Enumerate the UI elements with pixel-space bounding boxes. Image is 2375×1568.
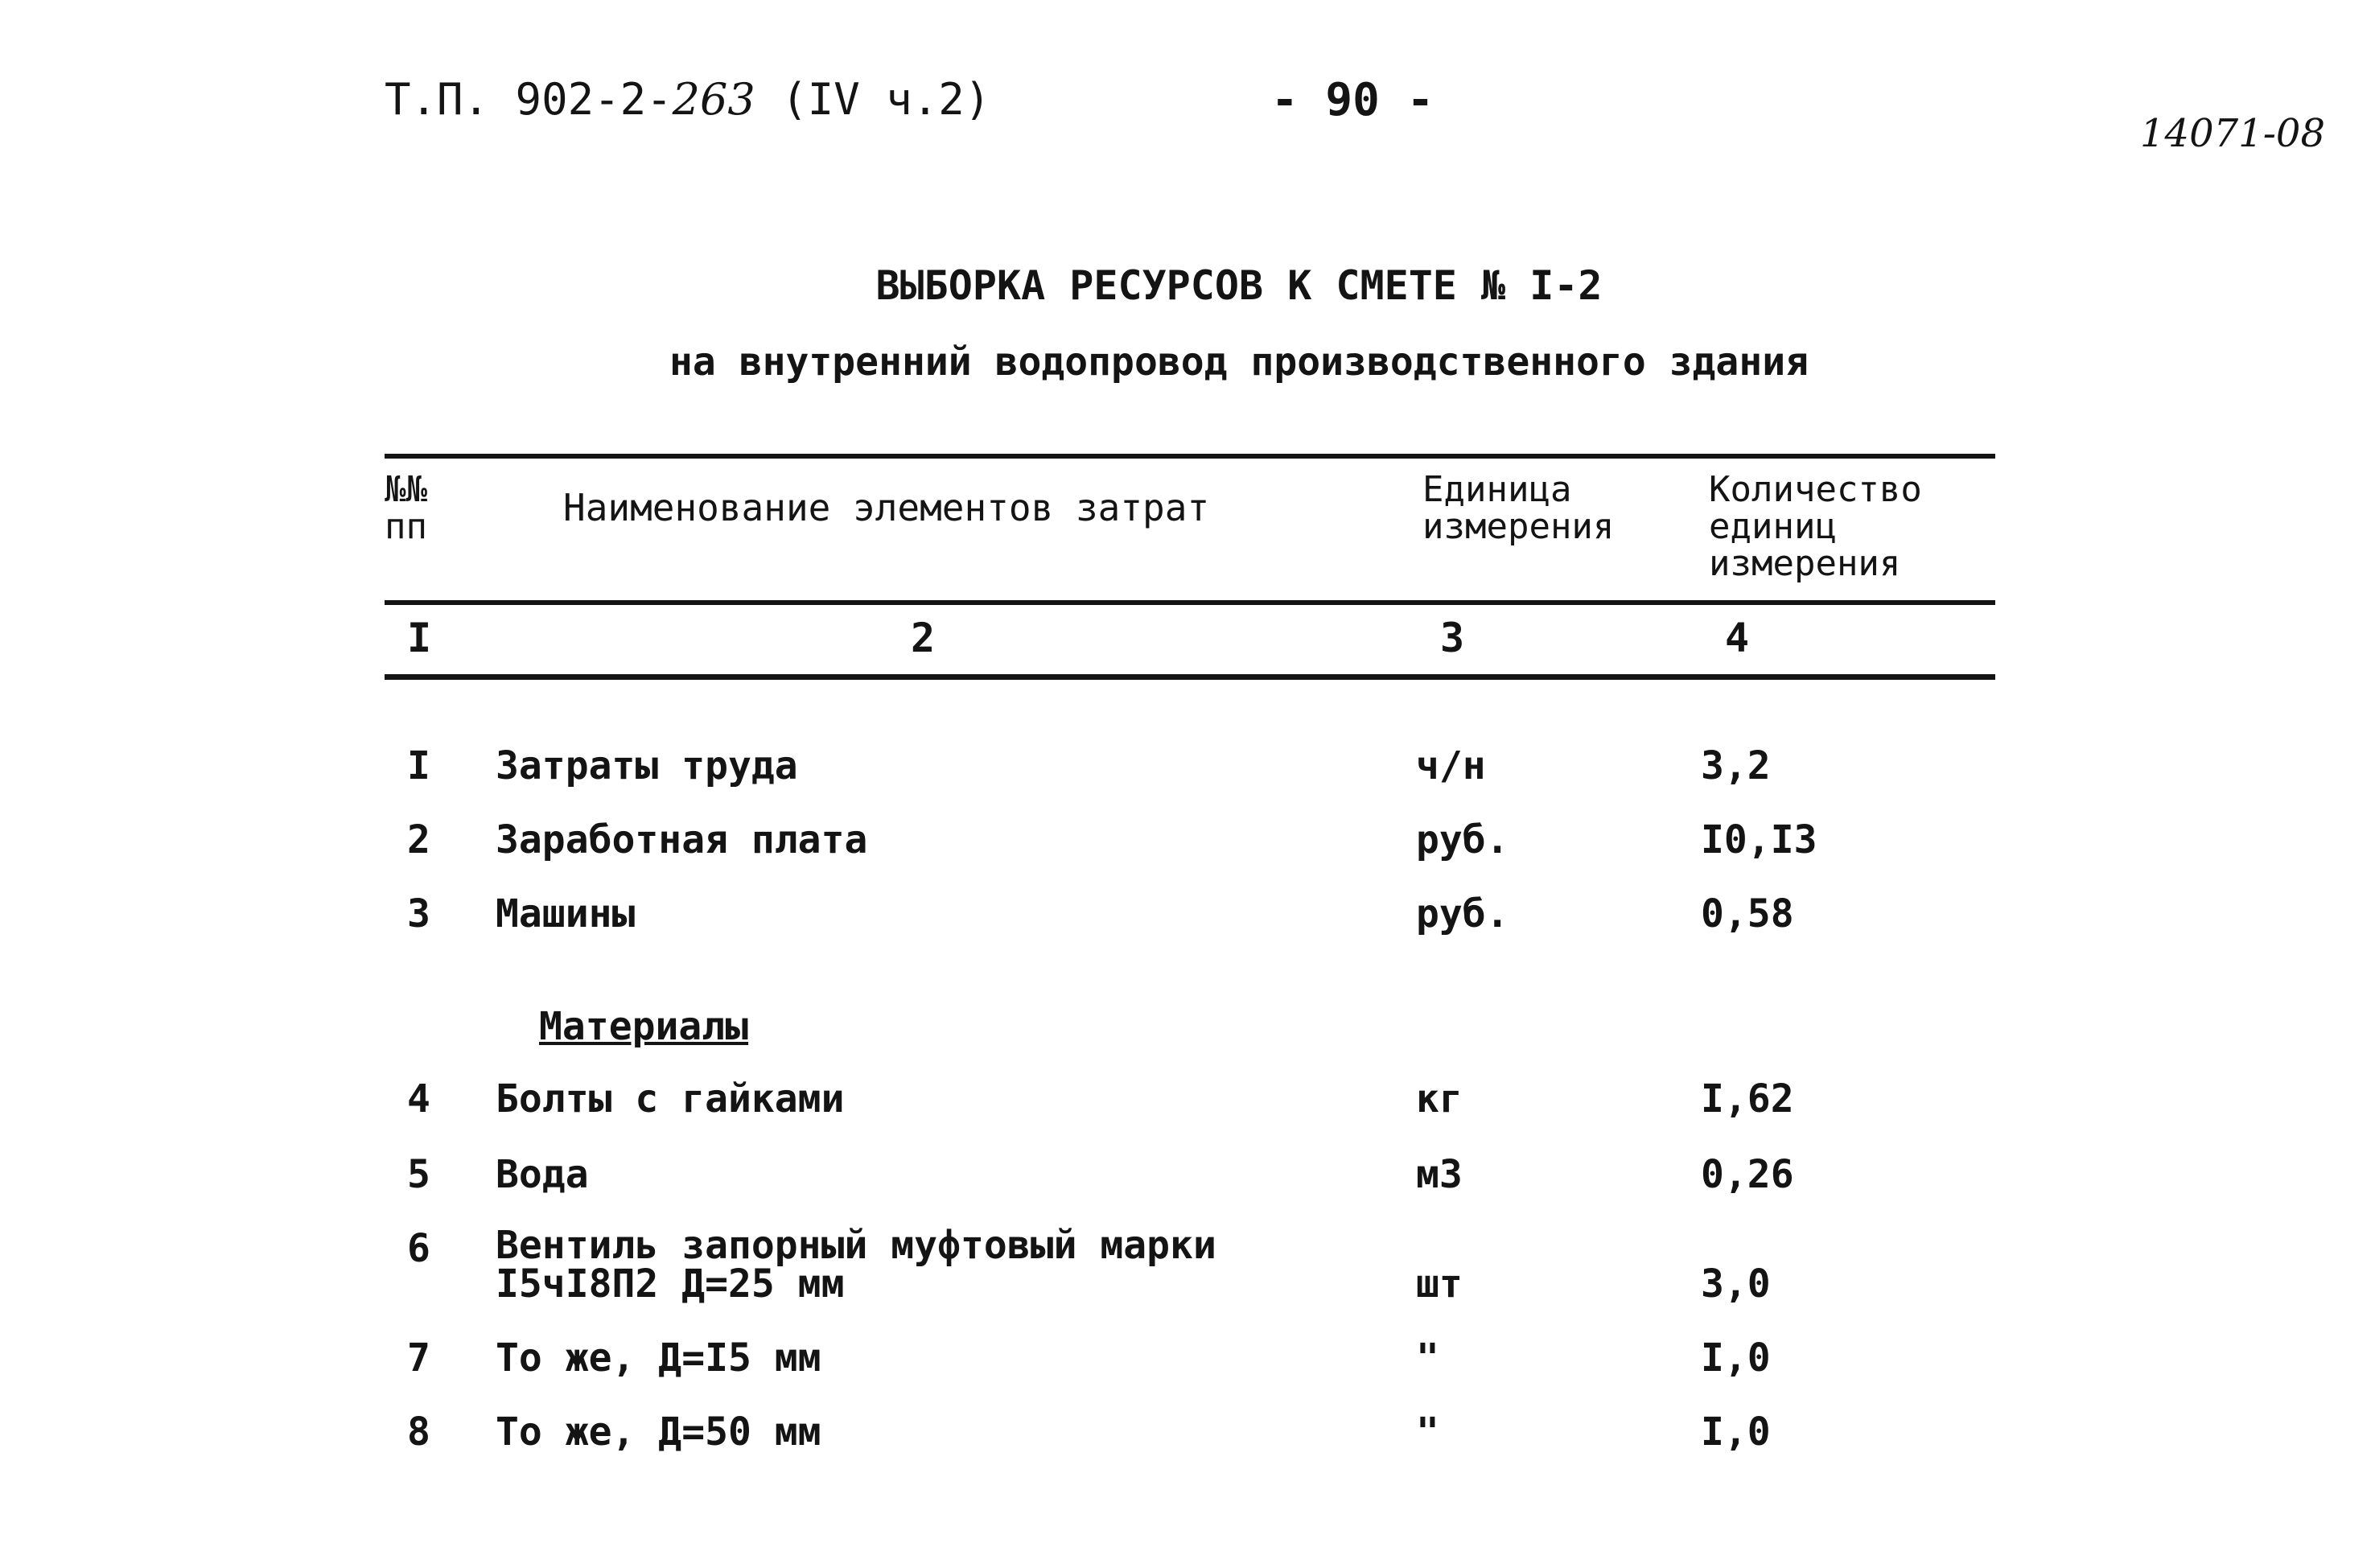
row-unit: " [1416, 1410, 1439, 1455]
row-number: 3 [407, 891, 430, 936]
row-number: 7 [407, 1335, 430, 1381]
column-number-4: 4 [1725, 615, 1750, 661]
table-row [0, 1410, 2375, 1458]
column-number-1: I [407, 615, 432, 661]
row-quantity: 3,2 [1701, 743, 1771, 788]
header-bottom-rule [385, 600, 1995, 605]
row-quantity: 0,58 [1701, 891, 1794, 936]
row-quantity: 0,26 [1701, 1152, 1794, 1197]
page-number: - 90 - [1271, 74, 1434, 126]
page-title: ВЫБОРКА РЕСУРСОВ К СМЕТЕ № I-2 [875, 262, 1603, 309]
doc-code-handwritten: 263 [672, 74, 755, 125]
header-unit: Единица измерения [1422, 469, 1615, 547]
header-number: №№ пп [385, 469, 427, 547]
doc-part: (IV ч.2) [781, 74, 991, 125]
row-unit: ч/н [1416, 743, 1486, 788]
row-name: Затраты труда [496, 743, 798, 788]
table-top-rule [385, 454, 1995, 459]
table-row [0, 817, 2375, 866]
archive-number: 14071-08 [2140, 111, 2325, 156]
header-quantity: Количество единиц измерения [1709, 469, 1922, 584]
column-number-2: 2 [911, 615, 936, 661]
row-name: То же, Д=I5 мм [496, 1335, 821, 1381]
row-name: То же, Д=50 мм [496, 1410, 821, 1455]
row-quantity: 3,0 [1701, 1261, 1771, 1307]
row-number: I [407, 743, 430, 788]
table-row [0, 743, 2375, 792]
row-unit: кг [1416, 1076, 1463, 1121]
row-unit: руб. [1416, 891, 1509, 936]
row-quantity: I0,I3 [1701, 817, 1817, 862]
doc-code-prefix: Т.П. 902-2- [385, 74, 673, 125]
section-heading-materials: Материалы [539, 1004, 749, 1049]
row-unit: м3 [1416, 1152, 1463, 1197]
row-name: Заработная плата [496, 817, 868, 862]
row-number: 2 [407, 817, 430, 862]
table-row [0, 1152, 2375, 1200]
row-name: Машины [496, 891, 636, 936]
row-unit: " [1416, 1335, 1439, 1381]
row-unit: руб. [1416, 817, 1509, 862]
row-unit: шт [1416, 1261, 1463, 1307]
row-number: 6 [407, 1226, 430, 1271]
row-number: 5 [407, 1152, 430, 1197]
row-quantity: I,0 [1701, 1335, 1771, 1381]
table-row [0, 1076, 2375, 1125]
row-number: 8 [407, 1410, 430, 1455]
page-subtitle: на внутренний водопровод производственного здания [669, 340, 1809, 385]
header-name: Наименование элементов затрат [563, 486, 1210, 529]
row-name: Вентиль запорный муфтовый марки I5чI8П2 Д=25 мм [496, 1223, 1216, 1307]
row-quantity: I,0 [1701, 1410, 1771, 1455]
table-row [0, 1223, 2375, 1315]
row-name: Вода [496, 1152, 589, 1197]
section-heading-row [0, 1004, 2375, 1052]
table-row [0, 891, 2375, 940]
column-number-3: 3 [1440, 615, 1465, 661]
column-numbers-rule [385, 674, 1995, 680]
row-number: 4 [407, 1076, 430, 1121]
document-code [385, 74, 990, 125]
row-quantity: I,62 [1701, 1076, 1794, 1121]
row-name: Болты с гайками [496, 1076, 845, 1121]
table-row [0, 1335, 2375, 1384]
